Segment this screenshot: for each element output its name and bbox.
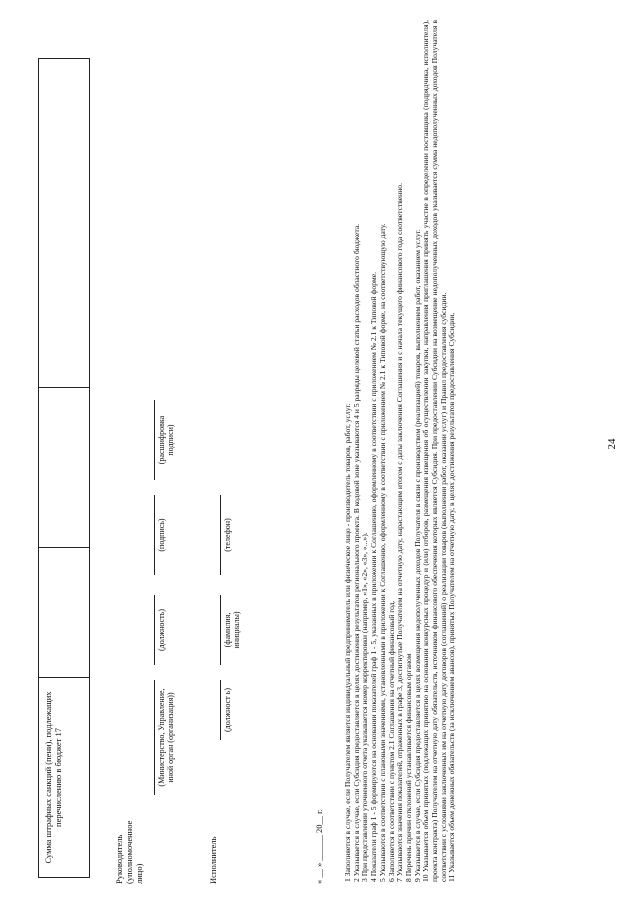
- penalty-sum-cell: [39, 547, 89, 677]
- penalty-sum-table: [38, 58, 90, 878]
- signature-line: [154, 595, 155, 665]
- penalty-sum-cell: [39, 387, 89, 547]
- rotated-page-content: [14, 15, 624, 890]
- footnote: 11 Указывается объем денежных обязательств (за исключением авансов), принятых Получателем на отчетную дату, в целях достижения результатов предоставления Субсидии,: [447, 312, 457, 882]
- footnote: 6 Заполняется в соответствии с пунктом 2.1 Соглашения на отчетный финансовый год.: [386, 600, 396, 882]
- position-caption: (должность): [157, 609, 166, 651]
- date-line: « __ » ______ 20__ г.: [314, 809, 324, 884]
- footnote: 3 При представлении уточненного отчета указывается номер корректировки (например, «1», «2», «3», «...»).: [360, 532, 370, 882]
- footnotes: [344, 20, 457, 882]
- footnote: 7 Указываются значения показателей, отраженных в графе 3, достигнутые Получателем на отчетную дату, нарастающим итогом с даты заключения Соглашения и с начала текущего финансового года соответственно.: [395, 182, 405, 882]
- footnote: 2 Указывается в случае, если Субсидия предоставляется в целях достижения результатов регионального проекта. В кодовой зоне указываются 4 и 5 разряды целевой статьи расходов областного бюджета.: [351, 223, 361, 882]
- signature-line: [154, 495, 155, 575]
- head-label: Руководитель (уполномоченное лицо): [114, 820, 144, 884]
- footnote: 1 Заполняется в случае, если Получателем является индивидуальный предприниматель или физическое лицо - производитель товаров, работ, услуг.: [343, 403, 352, 882]
- fullname-caption: (фамилия, инициалы): [223, 611, 241, 649]
- phone-caption: (телефон): [223, 518, 232, 552]
- page-number: 24: [606, 438, 618, 450]
- signature-line: [220, 595, 221, 665]
- signature-caption: (подпись): [157, 518, 166, 552]
- footnote: 4 Показатели граф 1 - 5 формируются на основании показателей граф 1 - 5, указанных в приложении к Соглашению, оформленному в соответствии с приложением № 2.1 к Типовой форме.: [369, 272, 379, 882]
- signature-line: [220, 680, 221, 740]
- footnote: 9 Указывается в случае, если Субсидия предоставляется в целях возмещения недополученных доходов Получателя в связи с производством (реализацией) товаров, выполнением работ, оказанием услуг.: [412, 229, 422, 882]
- signature-line: [154, 680, 155, 795]
- org-caption: (Министерство, Управление, иной орган (организация)): [157, 688, 175, 787]
- executor-position-caption: (должност ь): [223, 688, 232, 732]
- footnote: 10 Указывается объем принятых (подлежащих принятию на основании конкурсных процедур и (или) отборов, размещения извещения об осуществлении закупки, направления приглашения принять участие в определении поставщика (подрядчика, исполнителя), проекта контракта) Получателем на отчетную дату обязательств, источником финансового обеспечения которых является Субсидия. При предоставлении Субсидии на возмещение недополученных доходов указывается сумма недополученных доходов Получателя в соответствии с условиями заключенных им на отчетную дату договоров (соглашений) о реализации товаров (выполнении работ, оказании услуг) и Правил предоставления субсидии.: [421, 20, 448, 882]
- signature-line: [220, 495, 221, 575]
- penalty-sum-label: Сумма штрафных санкций (пени), подлежащих перечислению в бюджет 17: [39, 677, 89, 877]
- footnote: 5 Указываются в соответствии с плановыми значениями, установленными в приложении к Соглашению, оформленному в соответствии с приложением № 2.1 к Типовой форме, на соответствующую дату.: [377, 223, 387, 882]
- executor-label: Исполнитель: [208, 836, 218, 884]
- footnote: 8 Перечень причин отклонений устанавливается финансовым органом: [403, 653, 413, 882]
- decoding-caption: (расшифровка подписи): [157, 415, 175, 465]
- signature-line: [154, 400, 155, 480]
- penalty-sum-cell: [39, 57, 89, 387]
